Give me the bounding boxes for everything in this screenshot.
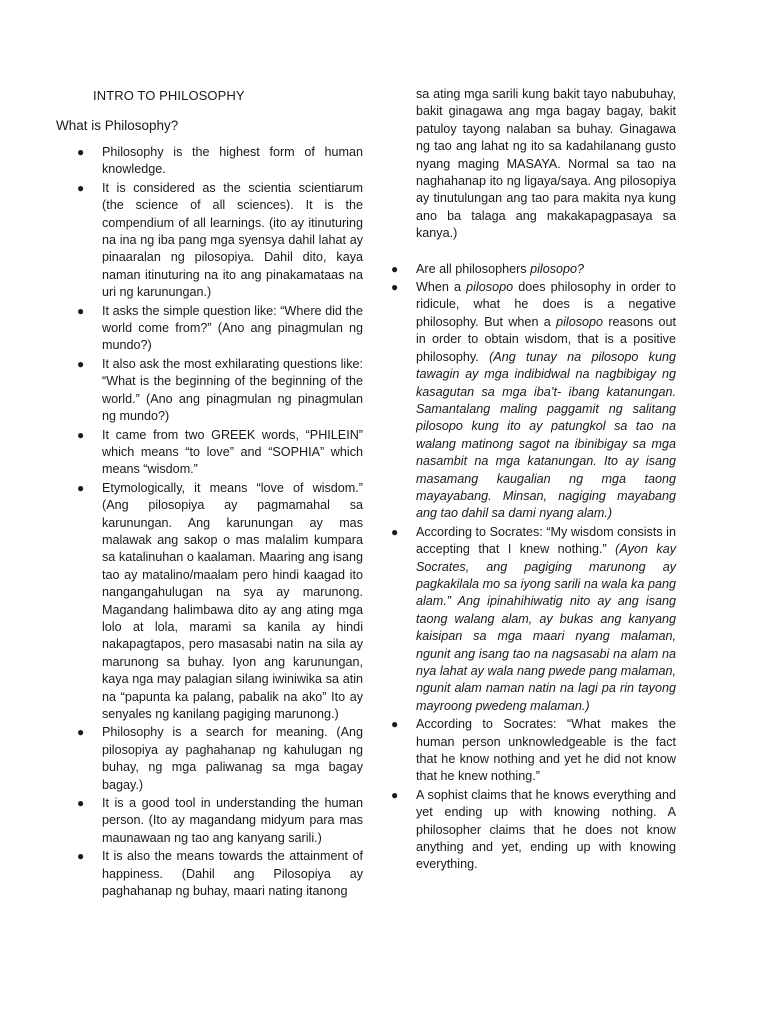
bullet-icon: ● bbox=[77, 356, 85, 371]
list-item: ● Are all philosophers pilosopo? bbox=[388, 261, 676, 278]
left-bullet-list bbox=[74, 144, 363, 900]
right-bullet-list bbox=[388, 261, 676, 874]
list-item: ● When a pilosopo does philosophy in order to ridicule, what he does is a negative philosophy. But when a pilosopo reasons out in order to obtain wisdom, that is a positive philosophy. (Ang tunay na pilosopo kung tawagin ay mga indibidwal na nagbibigay ng kasagutan sa mga iba’t- ibang katanungan. Samantalang maling paggamit ng salitang pilosopo kung ito ay patungkol sa tao na walang matinong sagot na ibinibigay sa mga nasambit na mga katanungan. Ito ay isang masamang kaugalian ng mga taong mayayabang. Minsan, nagiging mayabang ang tao dahil sa dami nyang alam.) bbox=[391, 280, 676, 521]
list-item: ● Philosophy is the highest form of human knowledge. bbox=[77, 145, 363, 177]
list-item: ● According to Socrates: “What makes the human person unknowledgeable is the fact that he know nothing and yet he did not know that he knew nothing.” bbox=[391, 717, 676, 784]
list-item: ● It came from two GREEK words, “PHILEIN” which means “to love” and “SOPHIA” which means “wisdom.” bbox=[77, 427, 363, 477]
section-heading: What is Philosophy? bbox=[56, 118, 179, 133]
bullet-icon: ● bbox=[77, 849, 85, 864]
list-item: ● Etymologically, it means “love of wisdom.” (Ang pilosopiya ay pagmamahal sa karunungan. Ang karunungan ay mas malawak ang sakop o mas malalim kumpara sa katalinuhan o kaalaman. Maaring ang isang tao ay matalino/maalam pero hindi kaagad ito nangangahulugan na sya ay marunong. Magandang halimbawa dito ay ang ating mga lolo at lola, marami sa kanila ay hindi nakapagtapos, pero masasabi natin na sila ay marunong sa buhay. Iyon ang karunungan, kaya nga may palagian silang iwiniwika sa atin na “papunta ka palang, pabalik na ako” Ito ay senyales ng kanilang pagiging marunong.) bbox=[77, 480, 363, 721]
list-item: ● According to Socrates: “My wisdom consists in accepting that I knew nothing.” (Ayon kay Socrates, ang pagiging marunong ay pagkakilala mo sa iyong sarili na wala ka pang alam.” Ang ipinahihiwatig nito ay ang isang taong walang alam, ay bukas ang kanyang kaisipan sa mga maari nyang malaman, ngunit ang isang tao na nagsasabi na alam na nya lahat ay wala nang pwede pang malaman, ngunit alam naman natin na lagi pa rin tayong mayroong pwedeng malaman.) bbox=[391, 524, 676, 713]
bullet-icon: ● bbox=[77, 480, 85, 495]
list-item: ● It is considered as the scientia scientiarum (the science of all sciences). It is the compendium of all learnings. (ito ay itinuturing na ina ng iba pang mga syensya dahil lahat ay pinaaralan ng pilosopiya. Dahil dito, kaya naman itinuturing na ito ang pinakamataas na uri ng karunungan.) bbox=[77, 180, 363, 300]
bullet-icon: ● bbox=[77, 303, 85, 318]
continued-paragraph: sa ating mga sarili kung bakit tayo nabubuhay, bakit ginagawa ang mga bagay bagay, bakit patuloy tayong nalaban sa buhay. Ginagawa ng tao ang lahat ng ito sa kadahilanang gusto nyang maging MASAYA. Normal sa tao na naghahanap ito ng ligaya/saya. Ang pilosopiya ay tinutulungan ang tao para makita nya kung ano ba talaga ang makakapagpasaya sa kanya.) bbox=[416, 87, 676, 241]
bullet-icon: ● bbox=[77, 145, 85, 159]
list-item: ● It is also the means towards the attainment of happiness. (Dahil ang Pilosopiya ay paghahanap ng buhay, maari nating itanong bbox=[77, 849, 363, 899]
list-item: ● A sophist claims that he knows everything and yet ending up with knowing nothing. A philosopher claims that he does not know anything and yet, ending up with knowing everything. bbox=[391, 787, 676, 872]
bullet-icon: ● bbox=[391, 524, 399, 539]
document-title: INTRO TO PHILOSOPHY bbox=[93, 88, 245, 103]
bullet-icon: ● bbox=[77, 427, 85, 442]
right-column bbox=[388, 86, 676, 875]
list-item: ● Philosophy is a search for meaning. (Ang pilosopiya ay paghahanap ng kahulugan ng buhay, ng mga paliwanag sa mga bagay bagay.) bbox=[77, 725, 363, 792]
bullet-icon: ● bbox=[77, 725, 85, 740]
bullet-icon: ● bbox=[391, 787, 399, 802]
list-item: ● It asks the simple question like: “Where did the world come from?” (Ano ang pinagmulan ng mundo?) bbox=[77, 303, 363, 353]
bullet-icon: ● bbox=[391, 261, 399, 276]
left-column bbox=[74, 144, 363, 901]
list-item: ● It is a good tool in understanding the human person. (Ito ay magandang midyum para mas maunawaan ng tao ang kanyang sarili.) bbox=[77, 796, 363, 845]
bullet-icon: ● bbox=[77, 796, 85, 811]
bullet-icon: ● bbox=[391, 717, 399, 732]
bullet-icon: ● bbox=[391, 280, 399, 295]
bullet-icon: ● bbox=[77, 180, 85, 195]
list-item: ● It also ask the most exhilarating questions like: “What is the beginning of the beginning of the world.” (Ano ang pinagmulan ng pinagmulan ng mundo?) bbox=[77, 356, 363, 424]
